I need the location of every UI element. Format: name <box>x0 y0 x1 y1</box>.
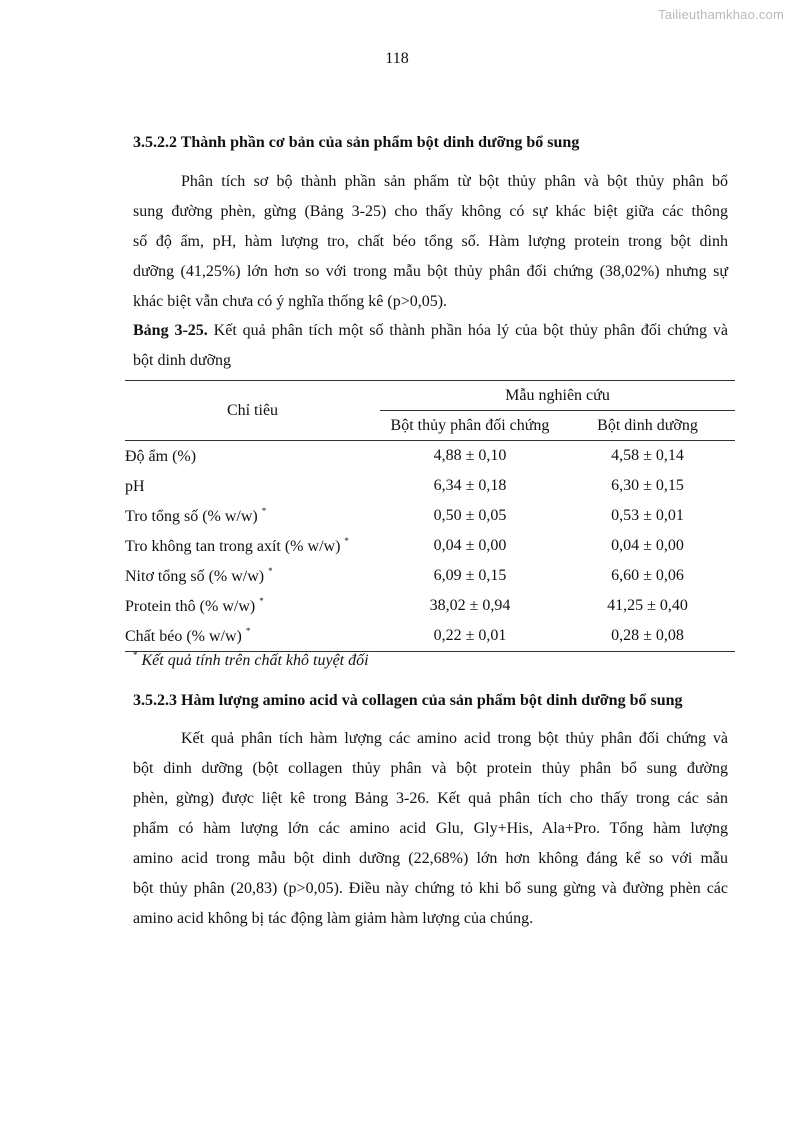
nutrition-powder-value: 6,30 ± 0,15 <box>611 477 684 494</box>
dry-basis-mark: * <box>261 506 267 516</box>
paragraph-line: Phân tích sơ bộ thành phần sản phẩm từ bột thủy phân và bột thủy phân bổ <box>181 173 728 190</box>
header-indicator: Chỉ tiêu <box>125 381 380 441</box>
control-powder-value: 6,34 ± 0,18 <box>433 477 507 494</box>
row-indicator <box>125 561 380 591</box>
section2-paragraph <box>133 724 728 934</box>
dry-basis-mark: * <box>259 596 264 606</box>
control-powder-value: 0,22 ± 0,01 <box>433 627 507 644</box>
watermark: Tailieuthamkhao.com <box>658 7 784 22</box>
row-indicator-label: Nitơ tổng số (% w/w) <box>125 568 269 585</box>
table-footnote <box>133 650 369 670</box>
section-heading-3-5-2-2: 3.5.2.2 Thành phần cơ bản của sản phẩm bột dinh dưỡng bổ sung <box>133 134 580 151</box>
header-sample-group: Mẫu nghiên cứu <box>380 381 735 411</box>
table-caption <box>133 316 728 376</box>
control-powder-value: 0,04 ± 0,00 <box>433 537 507 554</box>
row-indicator-label: Chất béo (% w/w) <box>125 628 246 645</box>
page-number: 118 <box>385 50 409 67</box>
header-nutrition-powder: Bột dinh dưỡng <box>597 416 698 434</box>
table-row <box>125 531 735 561</box>
dry-basis-mark: * <box>268 566 273 576</box>
paragraph-line: số độ ẩm, pH, hàm lượng tro, chất béo tổng số. Hàm lượng protein trong bột dinh <box>133 233 728 250</box>
nutrition-powder-value: 41,25 ± 0,40 <box>607 597 688 614</box>
control-powder-value: 38,02 ± 0,94 <box>429 597 511 614</box>
footnote-text: Kết quả tính trên chất khô tuyệt đối <box>137 652 369 669</box>
paragraph-line: sung đường phèn, gừng (Bảng 3-25) cho thấy không có sự khác biệt giữa các thông <box>133 203 728 220</box>
table-caption-label: Bảng 3-25. <box>133 322 208 339</box>
table-row <box>125 501 735 531</box>
nutrition-powder-value: 0,28 ± 0,08 <box>611 627 684 644</box>
table-caption-text-line2: bột dinh dưỡng <box>133 352 232 369</box>
table-row <box>125 591 735 621</box>
table-row <box>125 471 735 501</box>
dry-basis-mark: * <box>245 626 251 636</box>
nutrition-powder-value: 0,04 ± 0,00 <box>611 537 684 554</box>
footnote-mark: * <box>133 650 138 660</box>
row-indicator <box>125 621 380 652</box>
paragraph-line: phẩm có hàm lượng lớn các amino acid Glu, Gly+His, Ala+Pro. Tổng hàm lượng <box>133 820 728 837</box>
paragraph-line: phèn, gừng) được liệt kê trong Bảng 3-26. Kết quả phân tích cho thấy trong các sản <box>133 790 728 807</box>
row-indicator-label: Độ ẩm (%) <box>125 448 197 465</box>
paragraph-line: Kết quả phân tích hàm lượng các amino acid trong bột thủy phân đối chứng và <box>181 730 728 747</box>
nutrition-powder-value: 6,60 ± 0,06 <box>611 567 684 584</box>
header-control-powder: Bột thủy phân đối chứng <box>390 416 550 434</box>
section-heading-3-5-2-3: 3.5.2.3 Hàm lượng amino acid và collagen của sản phẩm bột dinh dưỡng bổ sung <box>133 692 683 709</box>
row-indicator-label: Protein thô (% w/w) <box>125 598 260 615</box>
paragraph-line: amino acid trong mẫu bột dinh dưỡng (22,68%) lớn hơn không đáng kể so với mẫu <box>133 850 728 867</box>
control-powder-value: 0,50 ± 0,05 <box>433 507 507 524</box>
table-row <box>125 561 735 591</box>
paragraph-line: bột dinh dưỡng (bột collagen thủy phân và bột protein thủy phân bổ sung đường <box>133 760 728 777</box>
table-row <box>125 441 735 472</box>
composition-table <box>125 380 735 652</box>
paragraph-line: dưỡng (41,25%) lớn hơn so với trong mẫu bột thủy phân đối chứng (38,02%) nhưng sự <box>133 263 728 280</box>
row-indicator <box>125 441 380 472</box>
dry-basis-mark: * <box>344 536 349 546</box>
row-indicator-label: Tro tổng số (% w/w) <box>125 508 262 525</box>
nutrition-powder-value: 4,58 ± 0,14 <box>611 447 684 464</box>
table-row <box>125 621 735 652</box>
paragraph-line: amino acid không bị tác động làm giảm hàm lượng của chúng. <box>133 910 534 927</box>
control-powder-value: 6,09 ± 0,15 <box>433 567 507 584</box>
row-indicator-label: Tro không tan trong axít (% w/w) <box>125 538 345 555</box>
paragraph-line: khác biệt vẫn chưa có ý nghĩa thống kê (p>0,05). <box>133 293 448 310</box>
row-indicator <box>125 471 380 501</box>
row-indicator <box>125 531 380 561</box>
paragraph-line: bột thủy phân (20,83) (p>0,05). Điều này chứng tỏ khi bổ sung gừng và đường phèn các <box>133 880 728 897</box>
row-indicator-label: pH <box>125 478 145 495</box>
control-powder-value: 4,88 ± 0,10 <box>433 447 507 464</box>
row-indicator <box>125 591 380 621</box>
nutrition-powder-value: 0,53 ± 0,01 <box>611 507 684 524</box>
row-indicator <box>125 501 380 531</box>
section1-paragraph <box>133 167 728 317</box>
table-caption-text: Kết quả phân tích một số thành phần hóa lý của bột thủy phân đối chứng và <box>207 322 729 339</box>
